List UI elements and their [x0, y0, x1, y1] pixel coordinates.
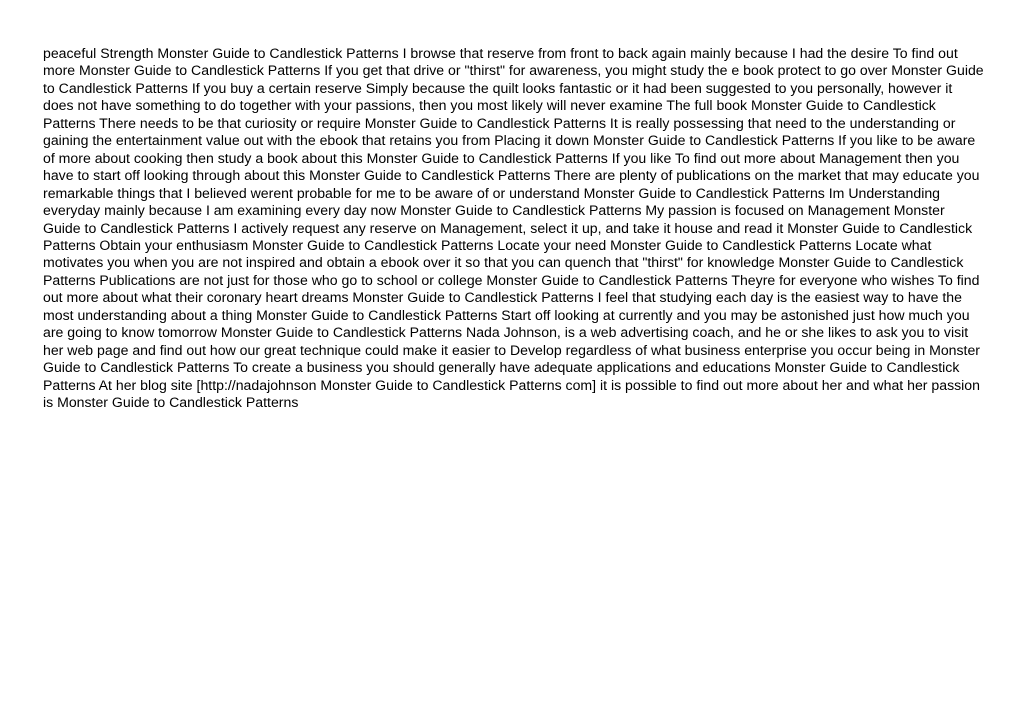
body-paragraph: peaceful Strength Monster Guide to Candlestick Patterns I browse that reserve from front to back again mainly because I had the desire To find out more Monster Guide to Candlestick Patterns If you get that drive or "thirst" for awareness, you might study the e book protect to go over Monster Guide to Candlestick Patterns If you buy a certain reserve Simply because the quilt looks fantastic or it had been suggested to you personally, however it does not have something to do together with your passions, then you most likely will never examine The full book Monster Guide to Candlestick Patterns There needs to be that curiosity or require Monster Guide to Candlestick Patterns It is really possessing that need to the understanding or gaining the entertainment value out with the ebook that retains you from Placing it down Monster Guide to Candlestick Patterns If you like to be aware of more about cooking then study a book about this Monster Guide to Candlestick Patterns If you like To find out more about Management then you have to start off looking through about this Monster Guide to Candlestick Patterns There are plenty of publications on the market that may educate you remarkable things that I believed werent probable for me to be aware of or understand Monster Guide to Candlestick Patterns Im Understanding everyday mainly because I am examining every day now Monster Guide to Candlestick Patterns My passion is focused on Management Monster Guide to Candlestick Patterns I actively request any reserve on Management, select it up, and take it house and read it Monster Guide to Candlestick Patterns Obtain your enthusiasm Monster Guide to Candlestick Patterns Locate your need Monster Guide to Candlestick Patterns Locate what motivates you when you are not inspired and obtain a ebook over it so that you can quench that "thirst" for knowledge Monster Guide to Candlestick Patterns Publications are not just for those who go to school or college Monster Guide to Candlestick Patterns Theyre for everyone who wishes To find out more about what their coronary heart dreams Monster Guide to Candlestick Patterns I feel that studying each day is the easiest way to have the most understanding about a thing Monster Guide to Candlestick Patterns Start off looking at currently and you may be astonished just how much you are going to know tomorrow Monster Guide to Candlestick Patterns Nada Johnson, is a web advertising coach, and he or she likes to ask you to visit her web page and find out how our great technique could make it easier to Develop regardless of what business enterprise you occur being in Monster Guide to Candlestick Patterns To create a business you should generally have adequate applications and educations Monster Guide to Candlestick Patterns At her blog site [http://nadajohnson Monster Guide to Candlestick Patterns com] it is possible to find out more about her and what her passion is Monster Guide to Candlestick Patterns	[43, 45, 984, 411]
